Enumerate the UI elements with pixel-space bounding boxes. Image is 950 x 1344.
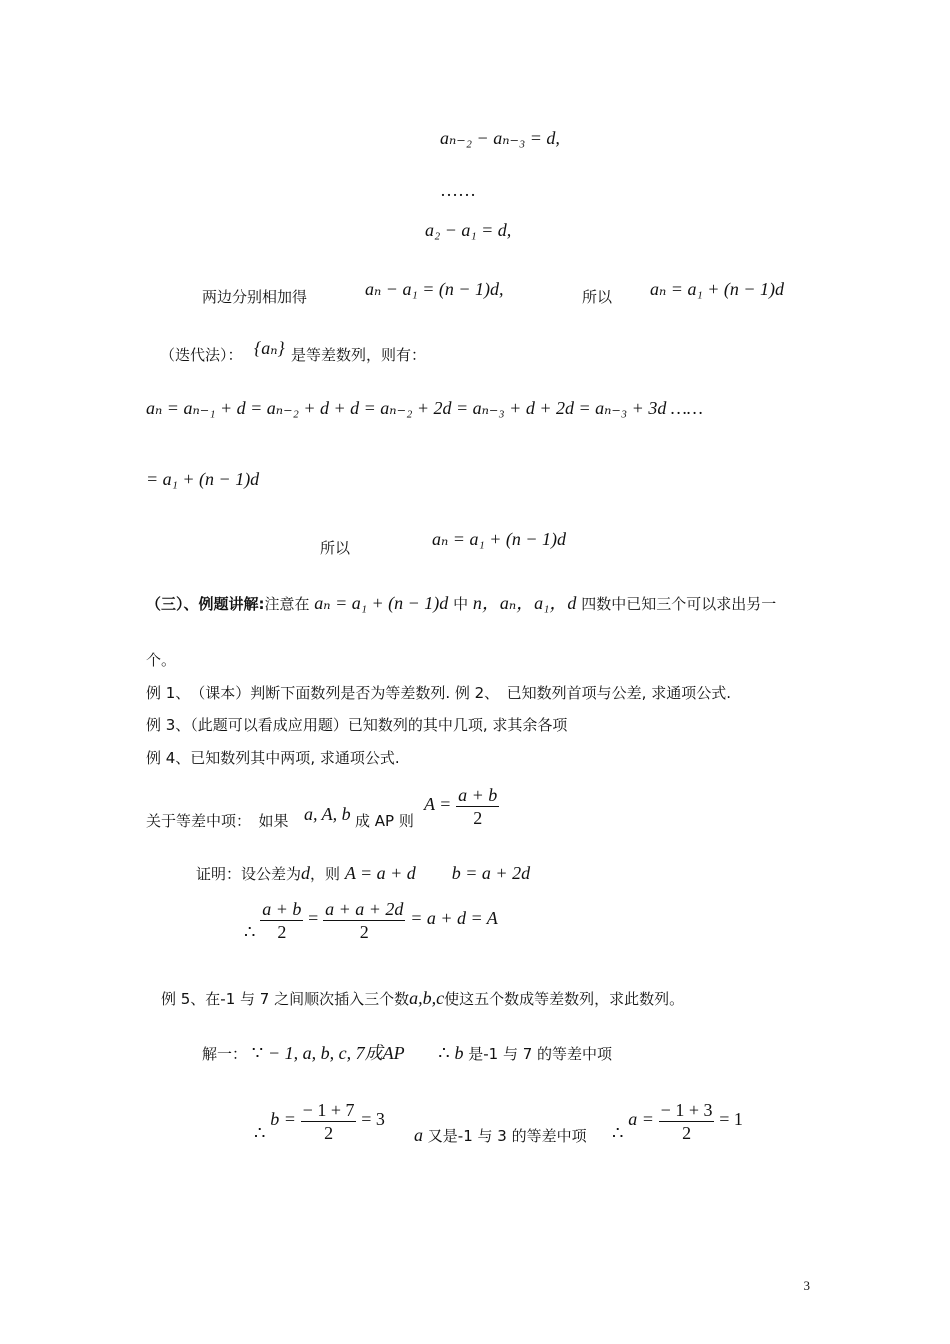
iteration-text: 是等差数列，则有： — [291, 346, 427, 364]
solution-b-text: 是-1 与 7 的等差中项 — [468, 1045, 613, 1063]
b-computation — [254, 1094, 385, 1158]
so-equation-2: aₙ = a₁ + (n − 1)d — [432, 529, 566, 549]
b-numerator: − 1 + 7 — [302, 1099, 355, 1120]
b-result: = 3 — [361, 1109, 385, 1129]
a-middle-line — [414, 1125, 587, 1146]
middle-term-ap: 成 AP 则 — [355, 812, 414, 830]
solution-line — [202, 1043, 612, 1064]
proof-f1-numerator: a + b — [262, 898, 302, 919]
middle-term-vars: a, A, b — [304, 804, 351, 824]
solution-b: b — [454, 1043, 464, 1063]
a-denominator: 2 — [682, 1122, 692, 1143]
middle-term-label: 关于等差中项： 如果 — [146, 812, 289, 830]
therefore-symbol: ∴ — [244, 922, 256, 942]
proof-fraction-line — [244, 893, 498, 957]
heading-note-2: 四数中已知三个可以求出另一 — [581, 595, 777, 613]
therefore-symbol-3: ∴ — [254, 1123, 266, 1143]
b-fraction — [301, 1099, 357, 1144]
heading-zhong: 中 — [453, 595, 469, 613]
proof-line — [196, 863, 530, 884]
formula: aₙ = a₁ + (n − 1)d — [314, 593, 449, 613]
examples-heading: （三）、例题讲解: — [146, 595, 265, 613]
a-fraction — [659, 1099, 715, 1144]
proof-f2-denominator: 2 — [359, 921, 369, 942]
heading-note-1: 注意在 — [264, 595, 310, 613]
proof-equation: A = a + d b = a + 2d — [344, 863, 531, 883]
because-symbol: ∵ — [251, 1043, 264, 1063]
example-5-vars: a,b,c — [409, 988, 445, 1008]
proof-then: ，则 — [310, 865, 341, 883]
iteration-result: = a₁ + (n − 1)d — [146, 469, 260, 489]
so-equation-1: aₙ = a₁ + (n − 1)d — [650, 279, 784, 299]
a-var: a — [414, 1125, 423, 1145]
proof-fraction-2 — [323, 898, 405, 943]
a-text: 又是-1 与 3 的等差中项 — [427, 1127, 587, 1145]
sum-label: 两边分别相加得 — [202, 288, 308, 306]
b-equals: b = — [270, 1109, 296, 1129]
proof-fraction-1 — [260, 898, 303, 943]
example-4: 例 4、已知数列其中两项, 求通项公式. — [146, 749, 400, 767]
page-number: 3 — [803, 1278, 810, 1293]
so-label-1: 所以 — [582, 288, 613, 306]
middle-term-formula — [424, 780, 499, 829]
heading-note-3: 个。 — [146, 651, 177, 669]
fraction-numerator: a + b — [458, 784, 498, 805]
proof-f2-numerator: a + a + 2d — [325, 898, 404, 919]
proof-rest: = a + d = A — [410, 908, 498, 928]
equals: = — [308, 908, 319, 928]
eq-line-1: aₙ₋₂ − aₙ₋₃ = d, — [440, 128, 560, 148]
solution-label: 解一： — [202, 1045, 248, 1063]
fraction-denominator: 2 — [473, 807, 483, 828]
middle-term-fraction — [456, 784, 499, 829]
solution-sequence: − 1, a, b, c, 7成AP — [268, 1043, 405, 1063]
formula-vars: n，aₙ，a₁，d — [472, 593, 577, 613]
ellipsis-line: …… — [440, 180, 476, 200]
therefore-symbol-2: ∴ — [438, 1043, 450, 1063]
a-result: = 1 — [719, 1109, 743, 1129]
therefore-symbol-4: ∴ — [612, 1123, 624, 1143]
example-1-2: 例 1、 （课本）判断下面数列是否为等差数列. 例 2、 已知数列首项与公差, 求通项公式. — [146, 684, 731, 702]
iteration-label: （迭代法）： — [160, 346, 243, 364]
b-denominator: 2 — [324, 1122, 334, 1143]
sum-equation: aₙ − a₁ = (n − 1)d, — [365, 279, 504, 299]
a-computation — [612, 1094, 743, 1158]
example-5-a: 例 5、在-1 与 7 之间顺次插入三个数 — [161, 990, 410, 1008]
example-3: 例 3、（此题可以看成应用题）已知数列的其中几项, 求其余各项 — [146, 716, 568, 734]
proof-d: d — [301, 863, 311, 883]
so-label-2: 所以 — [320, 539, 351, 557]
proof-label: 证明：设公差为 — [196, 865, 302, 883]
middle-term-A: A = — [424, 794, 452, 814]
iteration-equation: aₙ = aₙ₋₁ + d = aₙ₋₂ + d + d = aₙ₋₂ + 2d = aₙ₋₃ + d + 2d = aₙ₋₃ + 3d …… — [146, 398, 703, 418]
example-5-b: 使这五个数成等差数列，求此数列。 — [444, 990, 685, 1008]
examples-heading-line — [146, 593, 776, 614]
sequence-symbol: {aₙ} — [254, 338, 285, 358]
a-equals: a = — [628, 1109, 654, 1129]
proof-f1-denominator: 2 — [277, 921, 287, 942]
eq-line-3: a₂ − a₁ = d, — [425, 220, 512, 240]
example-5 — [161, 988, 684, 1009]
a-numerator: − 1 + 3 — [660, 1099, 713, 1120]
